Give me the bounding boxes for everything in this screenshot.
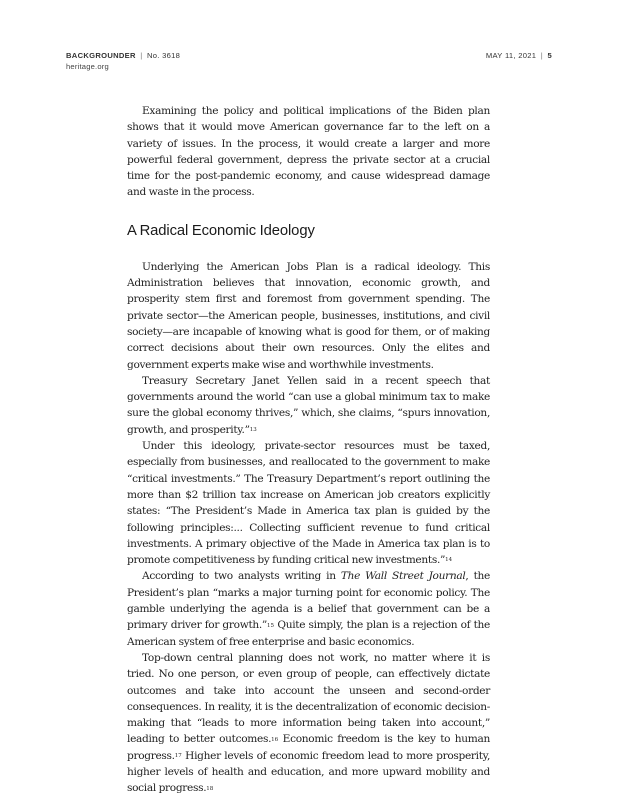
section-heading: A Radical Economic Ideology: [127, 222, 315, 239]
footnote-ref-14[interactable]: 14: [445, 557, 453, 564]
paragraph-text: Under this ideology, private-sector resources must be taxed, especially from businesses, and reallocated to the government to make “critical investments.” The Treasury Department’s report outlining the more than $2 trillion tax increase on American job creators explicitly states: “The President’s Made in America tax plan is guided by the following principles:... Collecting sufficient revenue to fund critical investments. A primary objective of the Made in America tax plan is to promote competitiveness by funding critical new investments.”: [127, 440, 490, 567]
header-separator-right: |: [540, 51, 544, 60]
footnote-ref-13[interactable]: 13: [249, 427, 257, 434]
paragraph-yellen: [127, 373, 490, 438]
publication-title: The Wall Street Journal: [340, 570, 466, 583]
series-name: BACKGROUNDER: [66, 51, 136, 60]
paragraph-text: Higher levels of economic freedom lead to more prosperity, higher levels of health and education, and more upward mobility and social progress.: [127, 749, 490, 795]
header-right: [486, 50, 552, 61]
paragraph-text: , the President’s plan “marks a major turning point for economic policy. The gamble underlying the agenda is a belief that government can be a primary driver for growth.”: [127, 570, 490, 632]
paragraph-text: Top-down central planning does not work, no matter where it is tried. No one person, or even group of people, can effectively dictate outcomes and take into account the unseen and second-order consequences. In reality, it is the decentralization of economic decision-making that “leads to more information being taken into account,” leading to better outcomes.: [127, 651, 490, 746]
paragraph-text: Treasury Secretary Janet Yellen said in a recent speech that governments around the world “can use a global minimum tax to make sure the global economy thrives,” which, she claims, “spurs innovation, growth, and prosperity.”: [127, 374, 490, 436]
site-url: heritage.org: [66, 62, 109, 71]
header-left: [66, 50, 180, 72]
paragraph-text: Quite simply, the plan is a rejection of the American system of free enterprise and basic economics.: [127, 619, 490, 648]
footnote-ref-16[interactable]: 16: [271, 736, 279, 743]
footnote-ref-18[interactable]: 18: [206, 785, 214, 792]
intro-paragraph: Examining the policy and political implications of the Biden plan shows that it would move American governance far to the left on a variety of issues. In the process, it would create a larger and more powerful federal government, depress the private sector at a crucial time for the post-pandemic economy, and cause widespread damage and waste in the process.: [127, 105, 490, 199]
report-number: No. 3618: [146, 51, 181, 60]
paragraph-central-planning: [127, 650, 490, 797]
publication-date: MAY 11, 2021: [485, 51, 537, 60]
body-text: [127, 103, 490, 797]
paragraph-treasury: [127, 438, 490, 568]
paragraph-text: According to two analysts writing in: [142, 570, 341, 583]
paragraph-ideology: Underlying the American Jobs Plan is a radical ideology. This Administration believes that innovation, economic growth, and prosperity stem first and foremost from government spending. The private sector—the American people, businesses, institutions, and civil society—are incapable of knowing what is good for them, or of making correct decisions about their own resources. Only the elites and government experts make wise and worthwhile investments.: [127, 260, 490, 371]
footnote-ref-17[interactable]: 17: [174, 753, 182, 760]
paragraph-wsj: [127, 568, 490, 649]
paragraph-text: Economic freedom is the key to human progress.: [127, 733, 490, 762]
footnote-ref-15[interactable]: 15: [267, 622, 275, 629]
page-number: 5: [547, 51, 552, 60]
header-separator: |: [140, 51, 143, 60]
running-header: [66, 50, 552, 78]
